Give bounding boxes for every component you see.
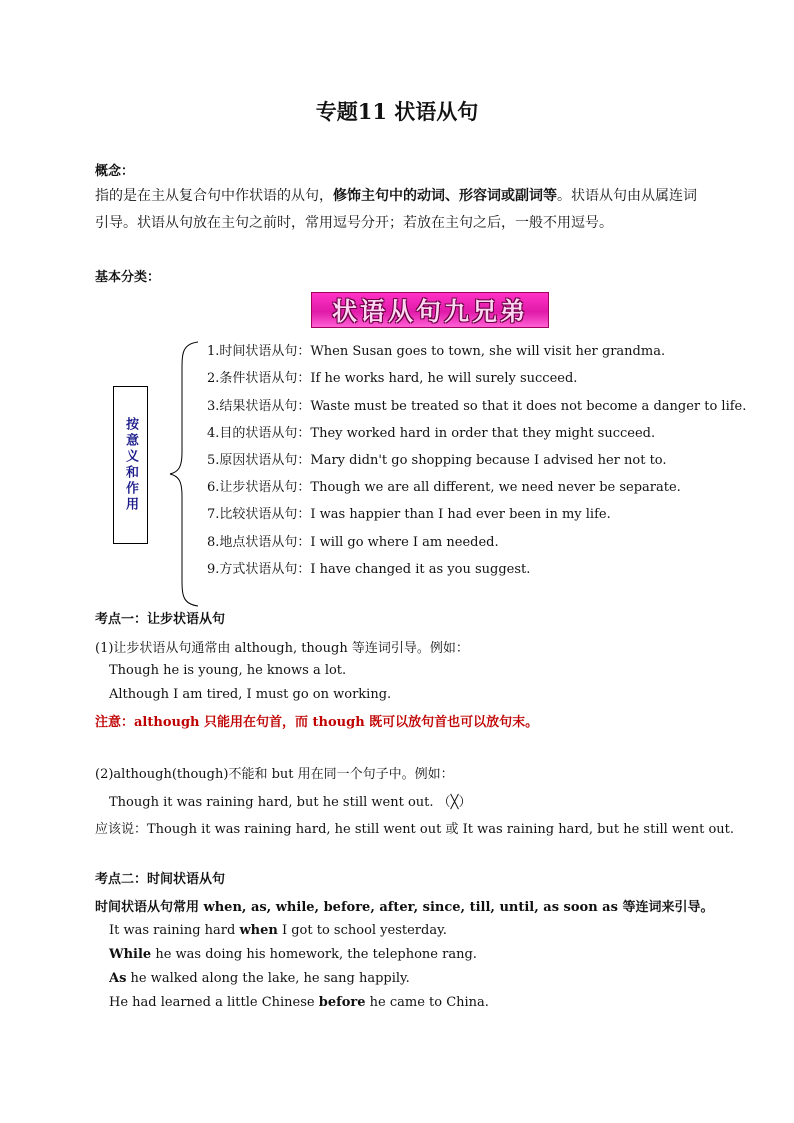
point1-example-2: Although I am tired, I must go on working.: [109, 687, 392, 702]
point2-heading: 考点二：时间状语从句: [95, 872, 226, 887]
banner: [311, 292, 549, 328]
category-item-3: 3.结果状语从句：Waste must be treated so that it does not become a danger to life.: [207, 399, 747, 414]
side-label-box: [113, 386, 148, 544]
concept-heading: 概念：: [95, 164, 135, 179]
concept-line-1: [95, 183, 697, 210]
ex4-pre: He had learned a little Chinese: [109, 995, 319, 1010]
category-item-9: 9.方式状语从句：I have changed it as you suggest.: [207, 562, 531, 577]
ex2-post: he was doing his homework, the telephone rang.: [151, 947, 477, 962]
category-item-1: 1.时间状语从句：When Susan goes to town, she will visit her grandma.: [207, 344, 666, 359]
category-item-5: 5.原因状语从句：Mary didn't go shopping because I advised her not to.: [207, 453, 667, 468]
ex2-keyword: While: [109, 947, 152, 962]
curly-brace: [168, 340, 208, 608]
concept-text-a: 指的是在主从复合句中作状语的从句，: [95, 188, 333, 204]
point2-example-2: [109, 947, 477, 962]
category-item-2: 2.条件状语从句：If he works hard, he will surely succeed.: [207, 371, 578, 386]
ex3-keyword: As: [109, 971, 127, 986]
concept-line-2: 引导。状语从句放在主句之前时，常用逗号分开；若放在主句之后，一般不用逗号。: [95, 215, 613, 231]
category-item-8: 8.地点状语从句：I will go where I am needed.: [207, 535, 499, 550]
point1-rule2: (2)although(though)不能和 but 用在同一个句子中。例如：: [95, 767, 454, 782]
point2-example-4: [109, 995, 489, 1010]
concept-text-bold: 修饰主句中的动词、形容词或副词等: [333, 188, 557, 204]
point1-note: 注意：although 只能用在句首，而 though 既可以放句首也可以放句末。: [95, 715, 539, 730]
concept-text-c: 。状语从句由从属连词: [557, 188, 697, 204]
ex4-keyword: before: [318, 995, 366, 1010]
category-item-4: 4.目的状语从句：They worked hard in order that they might succeed.: [207, 426, 656, 441]
point1-example-3: Though it was raining hard, but he still went out. （╳）: [109, 795, 472, 810]
category-item-7: 7.比较状语从句：I was happier than I had ever been in my life.: [207, 507, 611, 522]
ex1-keyword: when: [239, 923, 278, 938]
category-item-6: 6.让步状语从句：Though we are all different, we need never be separate.: [207, 480, 681, 495]
point1-example-4: 应该说：Though it was raining hard, he still went out 或 It was raining hard, but he still went out.: [95, 822, 735, 837]
banner-text: 状语从句九兄弟: [331, 297, 528, 326]
point2-example-3: [109, 971, 410, 986]
ex1-pre: It was raining hard: [109, 923, 240, 938]
point1-heading: 考点一：让步状语从句: [95, 612, 226, 627]
ex4-post: he came to China.: [365, 995, 489, 1010]
page-title: 专题11 状语从句: [315, 99, 479, 124]
ex1-post: I got to school yesterday.: [277, 923, 447, 938]
ex3-post: he walked along the lake, he sang happily.: [126, 971, 410, 986]
point2-rule: 时间状语从句常用 when, as, while, before, after, since, till, until, as soon as 等连词来引导。: [95, 900, 714, 915]
side-label: 按意义和作用: [123, 417, 138, 513]
point1-rule1: (1)让步状语从句通常由 although, though 等连词引导。例如：: [95, 641, 469, 656]
point2-example-1: [109, 923, 447, 938]
basic-heading: 基本分类：: [95, 270, 161, 285]
point1-example-1: Though he is young, he knows a lot.: [109, 663, 347, 678]
